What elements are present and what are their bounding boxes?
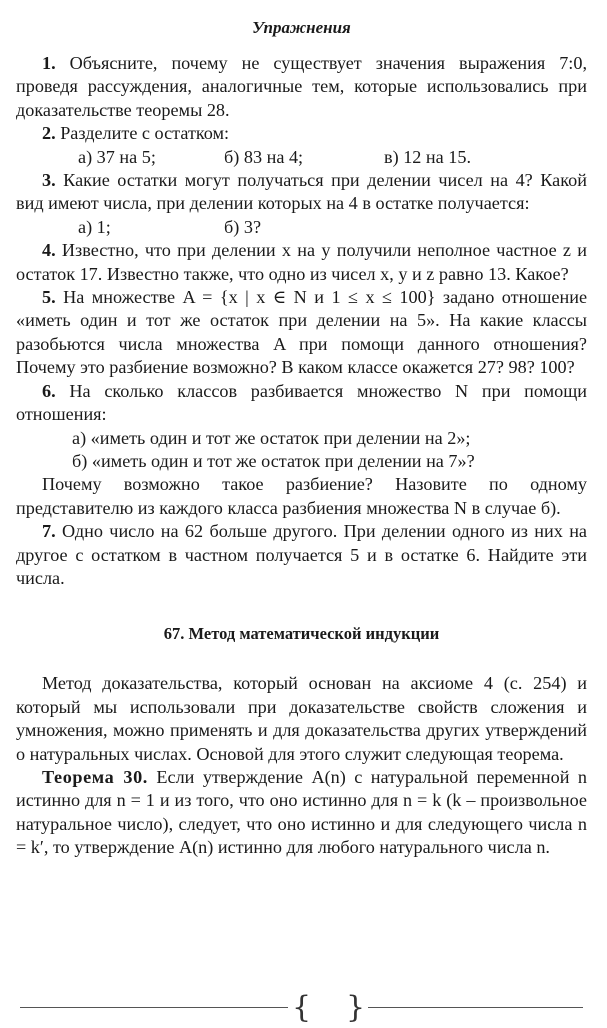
exercise-6 xyxy=(16,380,587,427)
exercise-text: На сколько классов разбивается множество N при помощи отношения: xyxy=(16,380,588,425)
right-brace-icon: } xyxy=(346,990,366,1025)
option-b: б) 3? xyxy=(224,216,262,237)
exercise-text: На множестве A = {x | x ∈ N и 1 ≤ x ≤ 100} задано отношение «иметь один и тот же остаток при делении на 5». На какие классы разобьются числа множества A при помощи данного отношения? Почему это разбиение возможно? В каком классе окажется 27? 98? 100? xyxy=(16,287,588,378)
footer-rule-left xyxy=(20,1007,288,1008)
option-a: а) 1; xyxy=(78,216,111,237)
exercise-5 xyxy=(16,286,587,380)
exercise-text: Одно число на 62 больше другого. При делении одного из них на другое с остатком в частном получается 5 и в остатке 6. Найдите эти числа. xyxy=(16,521,587,588)
theorem-label: Теорема 30. xyxy=(42,766,148,787)
option-c: в) 12 на 15. xyxy=(384,146,472,167)
exercise-6-option-a: а) «иметь один и тот же остаток при делении на 2»; xyxy=(72,427,471,448)
exercises-heading: Упражнения xyxy=(252,18,351,37)
exercise-6-tail: Почему возможно такое разбиение? Назовите по одному представителю из каждого класса разбиения множества N в случае б). xyxy=(16,474,587,518)
exercise-number: 2. xyxy=(42,123,56,144)
theorem-text: Если утверждение A(n) с натуральной переменной n истинно для n = 1 и из того, что оно истинно для n = k (k – произвольное натуральное число), следует, что оно истинно и для следующего числа n = k′, то утверждение A(n) истинно для любого натурального числа n. xyxy=(16,766,588,858)
exercise-text: Объясните, почему не существует значения выражения 7:0, проведя рассуждения, аналогичные тем, которые использовались при доказательстве теоремы 28. xyxy=(16,53,588,120)
option-b: б) 83 на 4; xyxy=(224,146,304,167)
exercise-3-options xyxy=(16,216,587,239)
exercise-4 xyxy=(16,239,587,286)
paragraph-intro: Метод доказательства, который основан на аксиоме 4 (с. 254) и который мы использовали при доказательстве свойств сложения и умножения, можно применять и для доказательства других утверждений о натуральных числах. Основой для этого служит следующая теорема. xyxy=(16,673,587,764)
exercise-7 xyxy=(16,520,587,590)
exercise-number: 3. xyxy=(42,170,56,191)
left-brace-icon: { xyxy=(292,990,312,1025)
exercise-number: 4. xyxy=(42,240,56,261)
exercise-number: 5. xyxy=(42,287,56,308)
exercise-1 xyxy=(16,52,587,122)
exercise-2-options xyxy=(16,146,587,169)
footer-rule-right xyxy=(368,1007,583,1008)
theorem-30 xyxy=(16,766,587,860)
section-title: 67. Метод математической индукции xyxy=(163,624,440,644)
page-footer xyxy=(16,990,591,1025)
exercise-3 xyxy=(16,169,587,216)
option-a: а) 37 на 5; xyxy=(78,146,156,167)
exercise-number: 6. xyxy=(42,380,56,401)
exercise-text: Какие остатки могут получаться при делении чисел на 4? Какой вид имеют числа, при делении которых на 4 в остатке получается: xyxy=(16,170,587,214)
exercise-6-option-b: б) «иметь один и тот же остаток при делении на 7»? xyxy=(72,450,475,471)
exercise-2 xyxy=(16,122,587,145)
exercise-number: 7. xyxy=(42,521,56,542)
exercise-number: 1. xyxy=(42,53,56,73)
exercise-text: Разделите с остатком: xyxy=(60,123,230,144)
exercise-text: Известно, что при делении x на y получили неполное частное z и остаток 17. Известно также, что одно из чисел x, y и z равно 13. Какое? xyxy=(16,240,588,284)
